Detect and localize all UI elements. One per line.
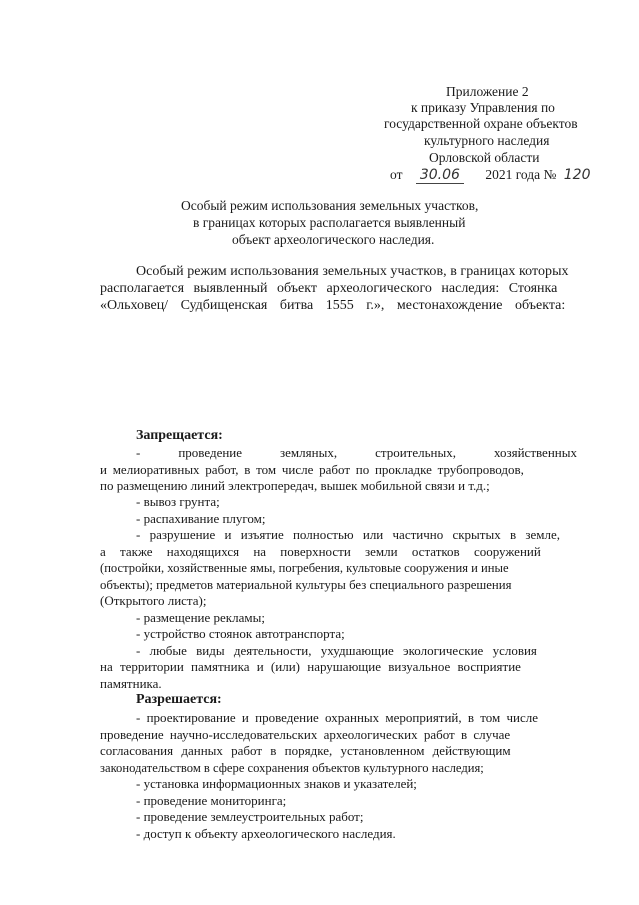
title-line-3: объект археологического наследия.: [232, 232, 435, 247]
prohibited-item4-line4: объекты); предметов материальной культуры без специального разрешения: [100, 578, 512, 592]
appendix-authority-line1: государственной охране объектов: [384, 116, 578, 131]
allowed-item3: - проведение мониторинга;: [136, 793, 287, 808]
allowed-item4: - проведение землеустроительных работ;: [136, 809, 364, 824]
number-handwritten: 120: [563, 167, 591, 183]
allowed-item1-line2: проведение научно-исследовательских археологических работ в случае: [100, 727, 511, 742]
word: проведение: [178, 445, 243, 460]
date-prefix: от: [390, 167, 403, 182]
word: строительных,: [375, 445, 456, 460]
appendix-order-ref: к приказу Управления по: [411, 100, 555, 115]
appendix-number: Приложение 2: [446, 84, 529, 99]
appendix-date-line: [390, 167, 591, 183]
intro-line-3: «Ольховец/ Судбищенская битва 1555 г.», местонахождение объекта:: [100, 298, 566, 313]
prohibited-item2: - вывоз грунта;: [136, 494, 220, 509]
prohibited-item4-line5: (Открытого листа);: [100, 593, 207, 608]
prohibited-item1-line3: по размещению линий электропередач, вышек мобильной связи и т.д.;: [100, 478, 490, 493]
prohibited-item7-line3: памятника.: [100, 676, 162, 691]
allowed-item1-line4: законодательством в сфере сохранения объектов культурного наследия;: [100, 761, 484, 775]
allowed-item1-line1: - проектирование и проведение охранных мероприятий, в том числе: [136, 710, 539, 725]
prohibited-item3: - распахивание плугом;: [136, 511, 266, 526]
prohibited-item4-line3: (постройки, хозяйственные ямы, погребения, культовые сооружения и иные: [100, 561, 509, 575]
prohibited-item4-line1: - разрушение и изъятие полностью или частично скрытых в земле,: [136, 527, 560, 542]
prohibited-heading: Запрещается:: [136, 428, 223, 443]
prohibited-item6: - устройство стоянок автотранспорта;: [136, 626, 345, 641]
prohibited-item7-line1: - любые виды деятельности, ухудшающие экологические условия: [136, 643, 537, 658]
date-handwritten: 30.06: [416, 167, 464, 184]
appendix-authority-line2: культурного наследия: [424, 133, 550, 148]
allowed-heading: Разрешается:: [136, 692, 222, 707]
date-year: 2021 года №: [485, 167, 557, 182]
word: -: [136, 445, 141, 460]
allowed-item5: - доступ к объекту археологического наследия.: [136, 826, 396, 841]
title-line-2: в границах которых располагается выявленный: [193, 215, 466, 230]
allowed-item1-line3: согласования данных работ в порядке, установленном действующим: [100, 743, 511, 758]
allowed-item2: - установка информационных знаков и указателей;: [136, 776, 417, 791]
word: земляных,: [280, 445, 338, 460]
prohibited-item1-line2: и мелиоративных работ, в том числе работ по прокладке трубопроводов,: [100, 462, 524, 477]
intro-line-2: располагается выявленный объект археологического наследия: Стоянка: [100, 281, 558, 296]
prohibited-item1-line1: [136, 445, 577, 461]
title-line-1: Особый режим использования земельных участков,: [181, 198, 479, 213]
intro-line-1: Особый режим использования земельных участков, в границах которых: [136, 264, 569, 279]
word: хозяйственных: [493, 445, 577, 460]
prohibited-item5: - размещение рекламы;: [136, 610, 265, 625]
prohibited-item7-line2: на территории памятника и (или) нарушающие визуальное восприятие: [100, 659, 521, 674]
prohibited-item4-line2: а также находящихся на поверхности земли остатков сооружений: [100, 544, 541, 559]
appendix-region: Орловской области: [429, 150, 540, 165]
